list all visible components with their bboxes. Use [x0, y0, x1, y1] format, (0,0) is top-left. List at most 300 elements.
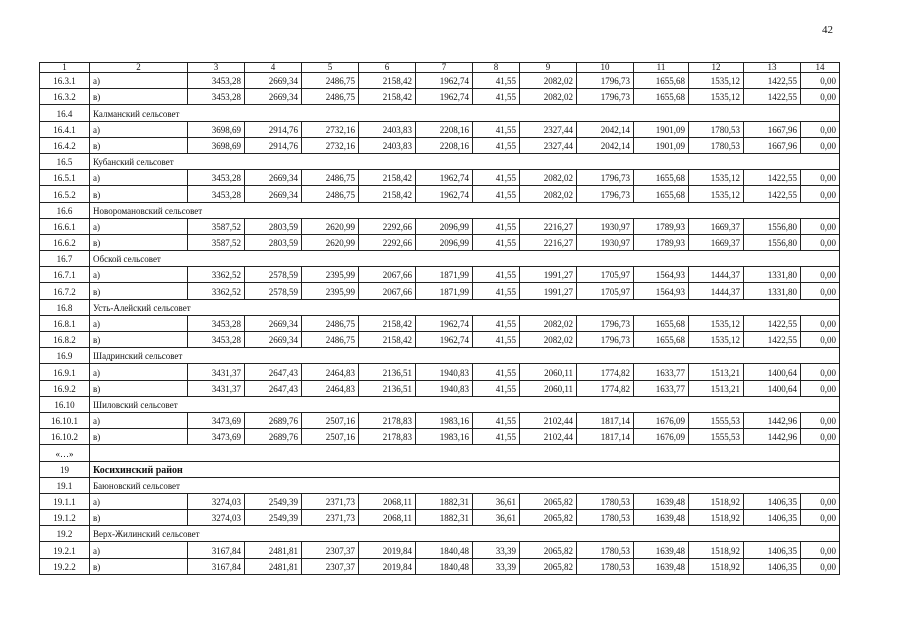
- value-cell: 1535,12: [689, 186, 744, 202]
- section-name-cell: Шадринский сельсовет: [90, 348, 840, 364]
- value-cell: 0,00: [801, 89, 840, 105]
- value-cell: 2327,44: [520, 137, 577, 153]
- value-cell: 1513,21: [689, 380, 744, 396]
- value-cell: 1930,97: [577, 234, 634, 250]
- section-row: [40, 251, 840, 267]
- value-cell: 1817,14: [577, 412, 634, 428]
- value-cell: 1556,80: [744, 234, 801, 250]
- value-cell: 2065,82: [520, 493, 577, 509]
- section-row: [40, 153, 840, 169]
- value-cell: 1962,74: [416, 73, 473, 89]
- value-cell: 1556,80: [744, 218, 801, 234]
- value-cell: 2082,02: [520, 315, 577, 331]
- value-cell: 2158,42: [359, 186, 416, 202]
- value-cell: 0,00: [801, 510, 840, 526]
- value-cell: 2486,75: [302, 315, 359, 331]
- value-cell: 1669,37: [689, 234, 744, 250]
- value-cell: 2578,59: [245, 283, 302, 299]
- value-cell: 2158,42: [359, 170, 416, 186]
- value-cell: 41,55: [473, 429, 520, 445]
- value-cell: 2158,42: [359, 332, 416, 348]
- value-cell: 1840,48: [416, 558, 473, 574]
- value-cell: 2068,11: [359, 510, 416, 526]
- value-cell: 1991,27: [520, 267, 577, 283]
- value-cell: 2481,81: [245, 558, 302, 574]
- value-cell: 41,55: [473, 332, 520, 348]
- value-cell: 1983,16: [416, 429, 473, 445]
- value-cell: 1535,12: [689, 170, 744, 186]
- value-cell: 2620,99: [302, 218, 359, 234]
- value-cell: 1962,74: [416, 332, 473, 348]
- value-cell: 2208,16: [416, 121, 473, 137]
- section-code-cell: 16.9: [40, 348, 90, 364]
- value-cell: 0,00: [801, 73, 840, 89]
- value-cell: 3698,69: [188, 121, 245, 137]
- value-cell: 1780,53: [577, 542, 634, 558]
- section-code-cell: 19.2: [40, 526, 90, 542]
- value-cell: 3473,69: [188, 429, 245, 445]
- value-cell: 2486,75: [302, 332, 359, 348]
- value-cell: 0,00: [801, 412, 840, 428]
- row-type-cell: а): [90, 267, 188, 283]
- value-cell: 1444,37: [689, 267, 744, 283]
- tariff-table: [39, 62, 840, 575]
- section-name-cell: Калманский сельсовет: [90, 105, 840, 121]
- value-cell: 2689,76: [245, 429, 302, 445]
- value-cell: 0,00: [801, 170, 840, 186]
- row-code-cell: 16.9.1: [40, 364, 90, 380]
- column-number-cell: 12: [689, 63, 744, 73]
- section-row: [40, 348, 840, 364]
- value-cell: 1991,27: [520, 283, 577, 299]
- value-cell: 3362,52: [188, 283, 245, 299]
- value-cell: 3274,03: [188, 510, 245, 526]
- value-cell: 3431,37: [188, 380, 245, 396]
- value-cell: 2549,39: [245, 493, 302, 509]
- value-cell: 1774,82: [577, 380, 634, 396]
- value-cell: 1780,53: [689, 121, 744, 137]
- value-cell: 1400,64: [744, 364, 801, 380]
- value-cell: 2019,84: [359, 542, 416, 558]
- value-cell: 1940,83: [416, 380, 473, 396]
- ellipsis-row: [40, 445, 840, 461]
- value-cell: 41,55: [473, 170, 520, 186]
- row-type-cell: в): [90, 429, 188, 445]
- value-cell: 2065,82: [520, 542, 577, 558]
- section-name-cell: Новороманoвский сельсовет: [90, 202, 840, 218]
- value-cell: 2647,43: [245, 364, 302, 380]
- value-cell: 2481,81: [245, 542, 302, 558]
- value-cell: 1655,68: [634, 73, 689, 89]
- row-type-cell: а): [90, 121, 188, 137]
- value-cell: 1667,96: [744, 121, 801, 137]
- value-cell: 1780,53: [577, 558, 634, 574]
- row-code-cell: 16.4.1: [40, 121, 90, 137]
- value-cell: 1406,35: [744, 493, 801, 509]
- value-cell: 3453,28: [188, 89, 245, 105]
- row-code-cell: 16.6.2: [40, 234, 90, 250]
- column-number-cell: 14: [801, 63, 840, 73]
- table-row: [40, 558, 840, 574]
- row-code-cell: 16.8.1: [40, 315, 90, 331]
- value-cell: 1400,64: [744, 380, 801, 396]
- value-cell: 0,00: [801, 558, 840, 574]
- column-number-cell: 5: [302, 63, 359, 73]
- value-cell: 2669,34: [245, 170, 302, 186]
- value-cell: 2042,14: [577, 137, 634, 153]
- value-cell: 1676,09: [634, 412, 689, 428]
- column-number-cell: 2: [90, 63, 188, 73]
- value-cell: 2803,59: [245, 234, 302, 250]
- value-cell: 1789,93: [634, 234, 689, 250]
- row-type-cell: в): [90, 137, 188, 153]
- value-cell: 0,00: [801, 364, 840, 380]
- section-code-cell: 19: [40, 461, 90, 477]
- value-cell: 1882,31: [416, 510, 473, 526]
- value-cell: 1518,92: [689, 542, 744, 558]
- value-cell: 2158,42: [359, 89, 416, 105]
- row-type-cell: в): [90, 234, 188, 250]
- value-cell: 2578,59: [245, 267, 302, 283]
- value-cell: 1667,96: [744, 137, 801, 153]
- table-row: [40, 429, 840, 445]
- value-cell: 3453,28: [188, 170, 245, 186]
- row-type-cell: а): [90, 73, 188, 89]
- row-code-cell: 16.7.1: [40, 267, 90, 283]
- value-cell: 3698,69: [188, 137, 245, 153]
- row-type-cell: в): [90, 186, 188, 202]
- column-number-cell: 4: [245, 63, 302, 73]
- column-number-cell: 11: [634, 63, 689, 73]
- value-cell: 2732,16: [302, 121, 359, 137]
- value-cell: 1796,73: [577, 332, 634, 348]
- value-cell: 2216,27: [520, 234, 577, 250]
- section-name-cell: Кубанский сельсовет: [90, 153, 840, 169]
- column-number-cell: 8: [473, 63, 520, 73]
- value-cell: 2803,59: [245, 218, 302, 234]
- value-cell: 1940,83: [416, 364, 473, 380]
- value-cell: 41,55: [473, 186, 520, 202]
- value-cell: 41,55: [473, 315, 520, 331]
- value-cell: 2403,83: [359, 121, 416, 137]
- table-row: [40, 234, 840, 250]
- value-cell: 36,61: [473, 493, 520, 509]
- table-row: [40, 186, 840, 202]
- table-row: [40, 542, 840, 558]
- value-cell: 0,00: [801, 315, 840, 331]
- value-cell: 1422,55: [744, 186, 801, 202]
- value-cell: 2208,16: [416, 137, 473, 153]
- value-cell: 2102,44: [520, 412, 577, 428]
- value-cell: 2067,66: [359, 283, 416, 299]
- value-cell: 0,00: [801, 542, 840, 558]
- value-cell: 1518,92: [689, 558, 744, 574]
- table-row: [40, 137, 840, 153]
- value-cell: 2158,42: [359, 73, 416, 89]
- value-cell: 1901,09: [634, 137, 689, 153]
- section-name-cell: Шиловский сельсовет: [90, 396, 840, 412]
- value-cell: 3587,52: [188, 234, 245, 250]
- value-cell: 1780,53: [689, 137, 744, 153]
- table-row: [40, 493, 840, 509]
- value-cell: 2068,11: [359, 493, 416, 509]
- value-cell: 0,00: [801, 137, 840, 153]
- column-number-cell: 1: [40, 63, 90, 73]
- table-row: [40, 412, 840, 428]
- table-row: [40, 218, 840, 234]
- value-cell: 1633,77: [634, 380, 689, 396]
- value-cell: 2065,82: [520, 558, 577, 574]
- table-row: [40, 332, 840, 348]
- value-cell: 2647,43: [245, 380, 302, 396]
- value-cell: 1705,97: [577, 267, 634, 283]
- value-cell: 2307,37: [302, 542, 359, 558]
- section-name-cell: Обской сельсовет: [90, 251, 840, 267]
- row-type-cell: в): [90, 380, 188, 396]
- value-cell: 1535,12: [689, 89, 744, 105]
- value-cell: 2178,83: [359, 429, 416, 445]
- value-cell: 1817,14: [577, 429, 634, 445]
- row-code-cell: 19.1.2: [40, 510, 90, 526]
- value-cell: 1840,48: [416, 542, 473, 558]
- row-type-cell: а): [90, 218, 188, 234]
- value-cell: 2669,34: [245, 332, 302, 348]
- section-row: [40, 299, 840, 315]
- section-row: [40, 477, 840, 493]
- value-cell: 0,00: [801, 267, 840, 283]
- value-cell: 2060,11: [520, 364, 577, 380]
- table-row: [40, 121, 840, 137]
- value-cell: 1555,53: [689, 412, 744, 428]
- row-type-cell: а): [90, 493, 188, 509]
- value-cell: 0,00: [801, 429, 840, 445]
- value-cell: 36,61: [473, 510, 520, 526]
- row-code-cell: 16.10.1: [40, 412, 90, 428]
- value-cell: 2327,44: [520, 121, 577, 137]
- section-row: [40, 105, 840, 121]
- value-cell: 1882,31: [416, 493, 473, 509]
- value-cell: 2486,75: [302, 186, 359, 202]
- value-cell: 1633,77: [634, 364, 689, 380]
- value-cell: 1796,73: [577, 315, 634, 331]
- table-row: [40, 380, 840, 396]
- section-row: [40, 202, 840, 218]
- value-cell: 2403,83: [359, 137, 416, 153]
- value-cell: 2395,99: [302, 283, 359, 299]
- value-cell: 2669,34: [245, 186, 302, 202]
- value-cell: 41,55: [473, 234, 520, 250]
- value-cell: 1901,09: [634, 121, 689, 137]
- value-cell: 3362,52: [188, 267, 245, 283]
- row-type-cell: в): [90, 332, 188, 348]
- value-cell: 3453,28: [188, 315, 245, 331]
- value-cell: 1796,73: [577, 89, 634, 105]
- value-cell: 2507,16: [302, 412, 359, 428]
- value-cell: 2136,51: [359, 364, 416, 380]
- value-cell: 1676,09: [634, 429, 689, 445]
- section-code-cell: 16.6: [40, 202, 90, 218]
- value-cell: 2065,82: [520, 510, 577, 526]
- value-cell: 1705,97: [577, 283, 634, 299]
- value-cell: 41,55: [473, 121, 520, 137]
- value-cell: 1983,16: [416, 412, 473, 428]
- row-type-cell: а): [90, 315, 188, 331]
- section-code-cell: 16.7: [40, 251, 90, 267]
- value-cell: 3587,52: [188, 218, 245, 234]
- row-type-cell: а): [90, 170, 188, 186]
- value-cell: 41,55: [473, 412, 520, 428]
- value-cell: 1655,68: [634, 186, 689, 202]
- value-cell: 2669,34: [245, 315, 302, 331]
- value-cell: 0,00: [801, 283, 840, 299]
- value-cell: 2082,02: [520, 73, 577, 89]
- column-number-cell: 3: [188, 63, 245, 73]
- section-name-cell: Верх-Жилинский сельсовет: [90, 526, 840, 542]
- value-cell: 1564,93: [634, 267, 689, 283]
- value-cell: 2914,76: [245, 121, 302, 137]
- row-code-cell: 16.6.1: [40, 218, 90, 234]
- row-type-cell: в): [90, 89, 188, 105]
- value-cell: 3167,84: [188, 542, 245, 558]
- value-cell: 0,00: [801, 121, 840, 137]
- row-code-cell: 16.9.2: [40, 380, 90, 396]
- value-cell: 0,00: [801, 186, 840, 202]
- table-row: [40, 73, 840, 89]
- value-cell: 1655,68: [634, 89, 689, 105]
- value-cell: 2060,11: [520, 380, 577, 396]
- value-cell: 1422,55: [744, 315, 801, 331]
- value-cell: 2486,75: [302, 73, 359, 89]
- row-type-cell: в): [90, 510, 188, 526]
- value-cell: 1930,97: [577, 218, 634, 234]
- value-cell: 1962,74: [416, 89, 473, 105]
- value-cell: 2549,39: [245, 510, 302, 526]
- value-cell: 41,55: [473, 380, 520, 396]
- value-cell: 1406,35: [744, 558, 801, 574]
- value-cell: 3431,37: [188, 364, 245, 380]
- table-row: [40, 267, 840, 283]
- value-cell: 1406,35: [744, 542, 801, 558]
- value-cell: 2464,83: [302, 380, 359, 396]
- value-cell: 0,00: [801, 380, 840, 396]
- value-cell: 1535,12: [689, 332, 744, 348]
- value-cell: 1564,93: [634, 283, 689, 299]
- value-cell: 1796,73: [577, 170, 634, 186]
- value-cell: 2019,84: [359, 558, 416, 574]
- value-cell: 2732,16: [302, 137, 359, 153]
- value-cell: 2620,99: [302, 234, 359, 250]
- value-cell: 1535,12: [689, 315, 744, 331]
- table-row: [40, 283, 840, 299]
- value-cell: 3453,28: [188, 186, 245, 202]
- value-cell: 41,55: [473, 218, 520, 234]
- value-cell: 41,55: [473, 283, 520, 299]
- value-cell: 2096,99: [416, 218, 473, 234]
- section-code-cell: 16.8: [40, 299, 90, 315]
- value-cell: 1655,68: [634, 332, 689, 348]
- value-cell: 2486,75: [302, 170, 359, 186]
- value-cell: 1669,37: [689, 218, 744, 234]
- value-cell: 1639,48: [634, 510, 689, 526]
- value-cell: 1871,99: [416, 283, 473, 299]
- value-cell: 2216,27: [520, 218, 577, 234]
- value-cell: 3473,69: [188, 412, 245, 428]
- value-cell: 3453,28: [188, 332, 245, 348]
- value-cell: 3453,28: [188, 73, 245, 89]
- value-cell: 1639,48: [634, 542, 689, 558]
- value-cell: 2486,75: [302, 89, 359, 105]
- section-name-cell: Усть-Алейский сельсовет: [90, 299, 840, 315]
- row-code-cell: 16.5.2: [40, 186, 90, 202]
- value-cell: 1871,99: [416, 267, 473, 283]
- section-code-cell: 16.4: [40, 105, 90, 121]
- value-cell: 2689,76: [245, 412, 302, 428]
- row-code-cell: 19.1.1: [40, 493, 90, 509]
- value-cell: 1962,74: [416, 170, 473, 186]
- row-type-cell: а): [90, 412, 188, 428]
- value-cell: 2371,73: [302, 510, 359, 526]
- value-cell: 0,00: [801, 493, 840, 509]
- value-cell: 2395,99: [302, 267, 359, 283]
- value-cell: 0,00: [801, 234, 840, 250]
- value-cell: 1513,21: [689, 364, 744, 380]
- column-number-cell: 10: [577, 63, 634, 73]
- row-type-cell: в): [90, 558, 188, 574]
- value-cell: 0,00: [801, 218, 840, 234]
- value-cell: 33,39: [473, 542, 520, 558]
- row-code-cell: 16.3.1: [40, 73, 90, 89]
- section-row: [40, 396, 840, 412]
- value-cell: 0,00: [801, 332, 840, 348]
- column-number-cell: 7: [416, 63, 473, 73]
- row-type-cell: а): [90, 364, 188, 380]
- value-cell: 41,55: [473, 89, 520, 105]
- table-row: [40, 89, 840, 105]
- value-cell: 41,55: [473, 364, 520, 380]
- value-cell: 41,55: [473, 267, 520, 283]
- value-cell: 2082,02: [520, 332, 577, 348]
- value-cell: 1406,35: [744, 510, 801, 526]
- value-cell: 41,55: [473, 137, 520, 153]
- value-cell: 1422,55: [744, 89, 801, 105]
- row-type-cell: а): [90, 542, 188, 558]
- value-cell: 2292,66: [359, 234, 416, 250]
- value-cell: 1780,53: [577, 510, 634, 526]
- section-row: [40, 526, 840, 542]
- column-number-cell: 9: [520, 63, 577, 73]
- value-cell: 1535,12: [689, 73, 744, 89]
- value-cell: 1518,92: [689, 510, 744, 526]
- column-number-row: [40, 63, 840, 73]
- value-cell: 1422,55: [744, 332, 801, 348]
- section-code-cell: 16.10: [40, 396, 90, 412]
- district-row: [40, 461, 840, 477]
- row-code-cell: 16.3.2: [40, 89, 90, 105]
- value-cell: 2507,16: [302, 429, 359, 445]
- value-cell: 2914,76: [245, 137, 302, 153]
- column-number-cell: 6: [359, 63, 416, 73]
- value-cell: 1655,68: [634, 170, 689, 186]
- value-cell: 1518,92: [689, 493, 744, 509]
- row-code-cell: 16.7.2: [40, 283, 90, 299]
- value-cell: 1442,96: [744, 412, 801, 428]
- value-cell: 1639,48: [634, 558, 689, 574]
- district-name-cell: Косихинский район: [90, 461, 840, 477]
- value-cell: 2102,44: [520, 429, 577, 445]
- value-cell: 2067,66: [359, 267, 416, 283]
- value-cell: 1422,55: [744, 73, 801, 89]
- value-cell: 2082,02: [520, 89, 577, 105]
